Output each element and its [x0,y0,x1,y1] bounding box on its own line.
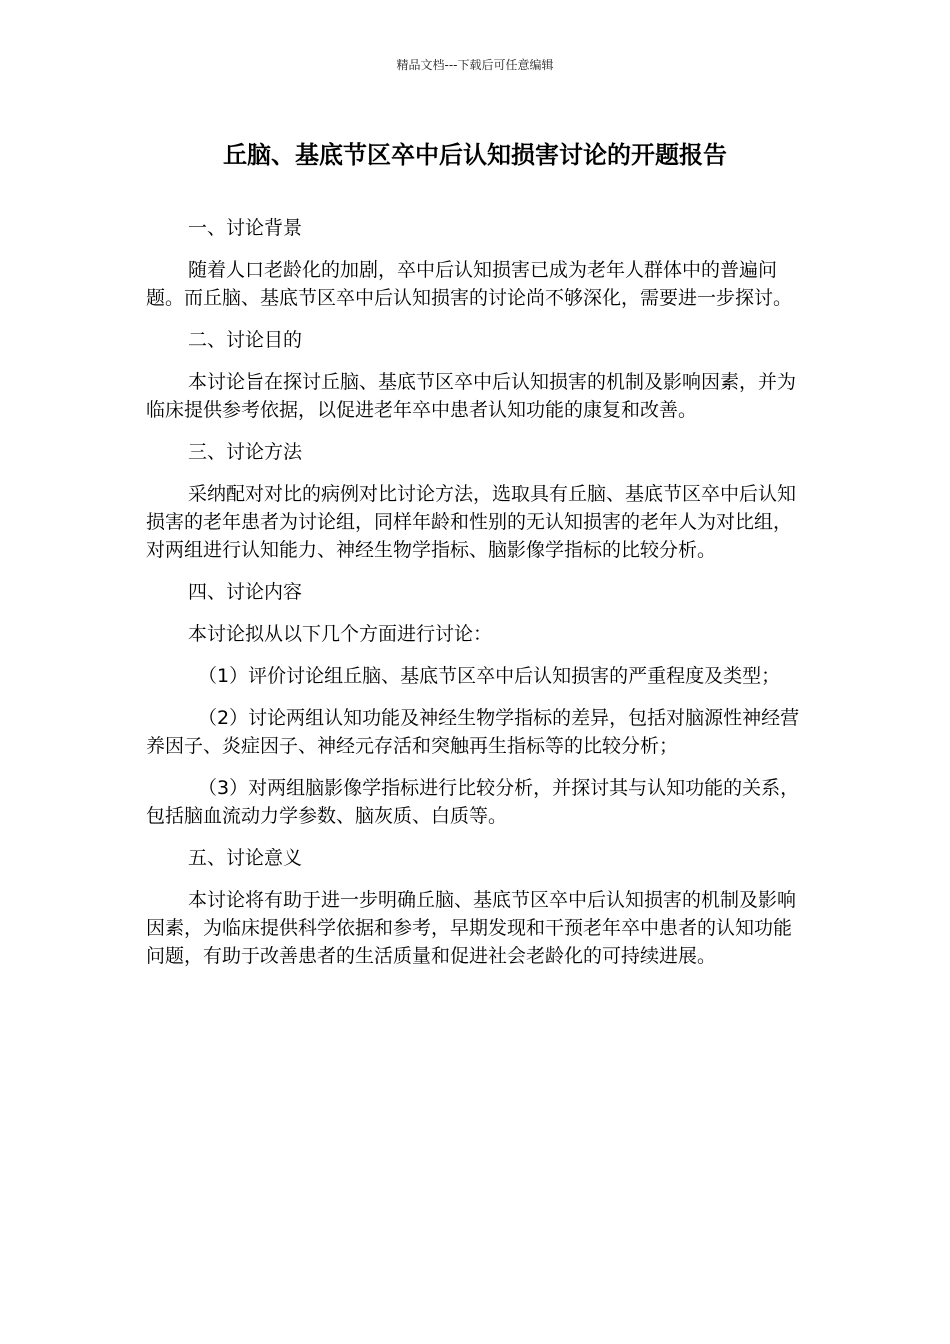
section-intro-content: 本讨论拟从以下几个方面进行讨论： [188,623,493,645]
content-item-1: （1）评价讨论组丘脑、基底节区卒中后认知损害的严重程度及类型； [198,665,781,687]
section-heading-content: 四、讨论内容 [188,581,303,603]
section-heading-background: 一、讨论背景 [188,217,303,239]
section-heading-significance: 五、讨论意义 [188,847,303,869]
section-text-method: 采纳配对对比的病例对比讨论方法，选取具有丘脑、基底节区卒中后认知损害的老年患者为讨论组，同样年龄和性别的无认知损害的老年人为对比组，对两组进行认知能力、神经生物学指标、脑影像学指标的比较分析。 [146,483,797,561]
section-text-significance: 本讨论将有助于进一步明确丘脑、基底节区卒中后认知损害的机制及影响因素，为临床提供科学依据和参考，早期发现和干预老年卒中患者的认知功能问题，有助于改善患者的生活质量和促进社会老龄化的可持续进展。 [146,889,797,967]
header-note: 精品文档---下载后可任意编辑 [396,58,554,72]
document-title: 丘脑、基底节区卒中后认知损害讨论的开题报告 [223,141,727,169]
document-body [146,214,810,984]
content-item-3: （3）对两组脑影像学指标进行比较分析，并探讨其与认知功能的关系，包括脑血流动力学参数、脑灰质、白质等。 [146,777,800,827]
section-heading-purpose: 二、讨论目的 [188,329,303,351]
section-text-background: 随着人口老龄化的加剧，卒中后认知损害已成为老年人群体中的普遍问题。而丘脑、基底节区卒中后认知损害的讨论尚不够深化，需要进一步探讨。 [146,259,793,309]
content-item-2: （2）讨论两组认知功能及神经生物学指标的差异，包括对脑源性神经营养因子、炎症因子、神经元存活和突触再生指标等的比较分析； [146,707,800,757]
section-text-purpose: 本讨论旨在探讨丘脑、基底节区卒中后认知损害的机制及影响因素，并为临床提供参考依据，以促进老年卒中患者认知功能的康复和改善。 [146,371,797,421]
section-heading-method: 三、讨论方法 [188,441,303,463]
